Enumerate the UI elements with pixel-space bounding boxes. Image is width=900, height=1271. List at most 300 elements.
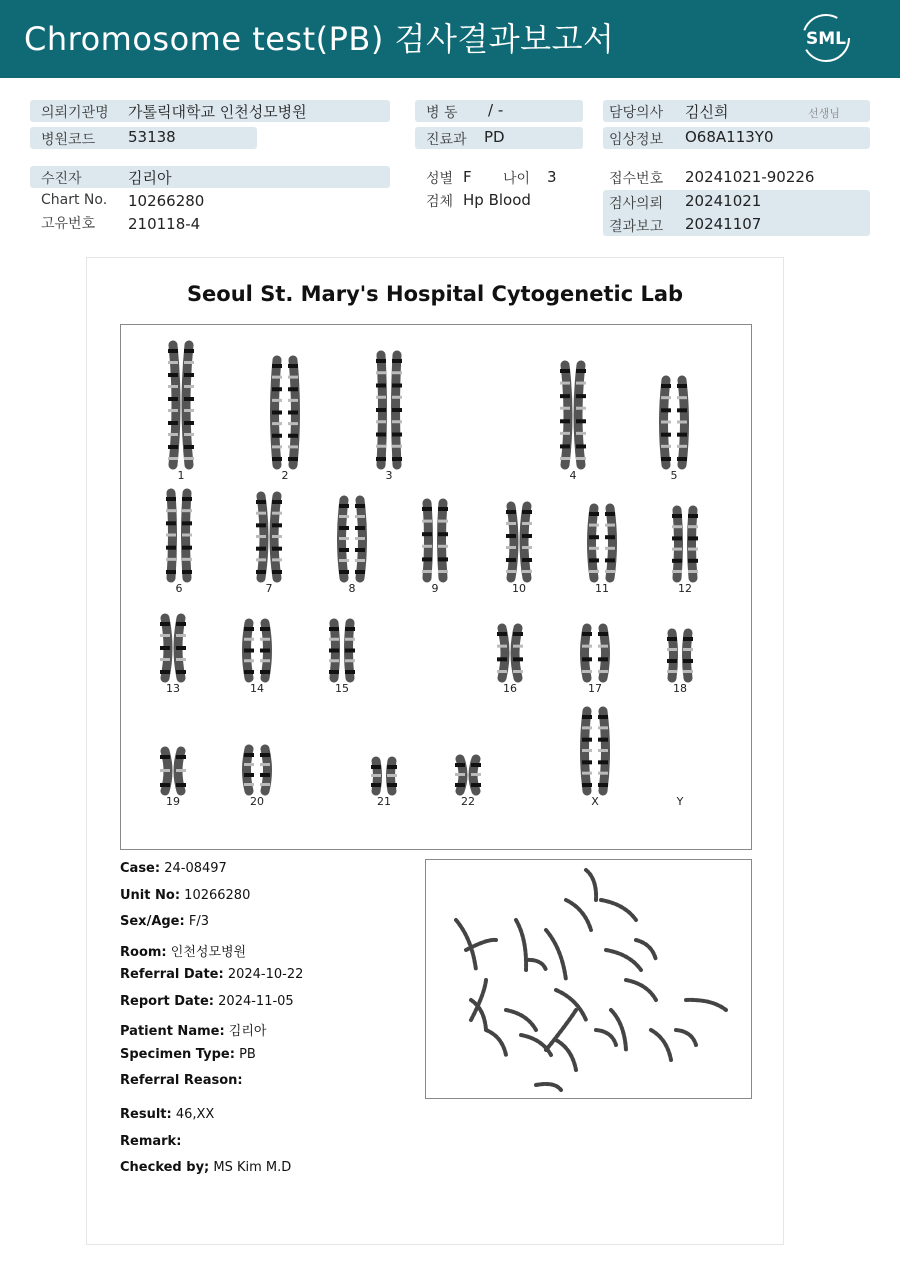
chromosome-band: [272, 570, 282, 574]
chromosome-band: [661, 396, 671, 399]
chromosome-band: [471, 773, 481, 776]
chromosome-band: [672, 525, 682, 528]
chromosome-band: [422, 545, 432, 548]
chromosome-band: [168, 457, 178, 460]
chromosome-band: [288, 445, 298, 448]
chromosome-number: 13: [166, 682, 180, 695]
chromosome-band: [471, 763, 481, 767]
report-field-label: Room:: [120, 945, 167, 960]
chromosome-band: [244, 659, 254, 662]
chromosome-band: [184, 373, 194, 377]
chromosome-band: [576, 369, 586, 373]
chromosome-band: [176, 769, 186, 772]
chromosome-band: [497, 657, 507, 661]
chromosome-band: [387, 765, 397, 769]
chromosome-band: [506, 546, 516, 549]
report-field-label: Referral Date:: [120, 967, 224, 982]
specimen-label: 검체: [426, 194, 454, 210]
unique-label: 고유번호: [41, 216, 96, 232]
chromosome-band: [438, 570, 448, 573]
chromosome-band: [166, 521, 176, 525]
metaphase-chromosome: [606, 950, 641, 970]
chromosome-band: [677, 457, 687, 461]
report-field-value: 2024-11-05: [218, 994, 294, 1009]
report-field-value: PB: [239, 1047, 256, 1062]
chromosome-band: [438, 545, 448, 548]
metaphase-chromosome: [601, 900, 636, 920]
chromosome-band: [576, 419, 586, 423]
chromosome-band: [589, 535, 599, 539]
chromosome-band: [168, 421, 178, 425]
chromosome-band: [598, 760, 608, 764]
chromosome-band: [244, 638, 254, 641]
report-field-label: Referral Reason:: [120, 1073, 243, 1088]
chromosome-band: [160, 755, 170, 759]
report-field-value: 46,XX: [175, 1107, 215, 1122]
chromosome-band: [260, 753, 270, 757]
chromosome-band: [376, 457, 386, 461]
chromosome-band: [672, 514, 682, 518]
chromosome-band: [506, 522, 516, 525]
doctor-value: 김신희: [685, 103, 729, 121]
chromosome-band: [182, 534, 192, 537]
metaphase-chromosome: [636, 940, 656, 960]
chromosome-band: [184, 433, 194, 436]
chromosome-shape: [578, 365, 581, 465]
chromosome-band: [166, 497, 176, 501]
chromosome-band: [598, 726, 608, 729]
chromosome-number: 22: [461, 795, 475, 808]
chromosome-band: [387, 783, 397, 787]
chromosome-band: [184, 397, 194, 401]
chromosome-band: [576, 444, 586, 448]
chromosome-band: [160, 670, 170, 674]
chromosome-band: [355, 537, 365, 540]
chromosome-band: [272, 558, 282, 561]
chromosome-band: [392, 457, 402, 461]
institution-label: 의뢰기관명: [41, 105, 109, 121]
chromosome-band: [522, 546, 532, 549]
chromosome-number: Y: [676, 795, 684, 808]
chromosome-band: [272, 422, 282, 425]
specimen-value: Hp Blood: [463, 191, 531, 209]
chromosome-band: [168, 445, 178, 449]
chromosome-band: [672, 559, 682, 563]
chromosome-band: [661, 457, 671, 461]
chromosome-band: [260, 627, 270, 631]
report-field-value: 인천성모병원: [170, 945, 247, 960]
header-bar: [0, 0, 900, 78]
ward-value: / -: [488, 101, 504, 119]
chromosome-band: [182, 509, 192, 512]
chromosome-band: [355, 570, 365, 574]
chromosome-band: [184, 361, 194, 364]
chromosome-band: [329, 627, 339, 631]
chromosome-band: [244, 627, 254, 631]
chromosome-band: [160, 646, 170, 650]
report-field: [120, 861, 227, 876]
chromosome-band: [392, 396, 402, 399]
metaphase-chromosome: [556, 1040, 576, 1070]
report-field-label: Report Date:: [120, 994, 215, 1009]
report-field: [120, 967, 303, 982]
chromosome-band: [589, 547, 599, 550]
report-field-value: 24-08497: [164, 861, 227, 876]
metaphase-chromosome: [546, 930, 566, 980]
metaphase-chromosome: [521, 1035, 551, 1055]
chromosome-band: [345, 649, 355, 653]
chromosome-band: [244, 649, 254, 653]
chromosome-band: [589, 512, 599, 516]
chromosome-band: [339, 548, 349, 552]
chromosome-band: [661, 408, 671, 412]
chromosome-number: 15: [335, 682, 349, 695]
chromosome-band: [182, 521, 192, 525]
report-field-label: Specimen Type:: [120, 1047, 235, 1062]
report-field-label: Sex/Age:: [120, 914, 185, 929]
chromosome-band: [168, 409, 178, 412]
chromosome-band: [667, 659, 677, 663]
chromosome-band: [683, 637, 693, 641]
chromosome-band: [168, 433, 178, 436]
report-field: [120, 1107, 214, 1122]
chromosome-band: [513, 670, 523, 673]
hospital-code-value: 53138: [128, 128, 176, 146]
doctor-label: 담당의사: [609, 105, 664, 121]
chromosome-band: [355, 559, 365, 562]
chromosome-band: [438, 532, 448, 536]
chromosome-band: [598, 657, 608, 661]
chromosome-band: [244, 763, 254, 766]
chromosome-band: [582, 645, 592, 648]
chromosome-band: [244, 773, 254, 777]
chromosome-band: [576, 457, 586, 460]
chromosome-band: [605, 535, 615, 539]
chromosome-number: 4: [569, 469, 577, 482]
chromosome-band: [688, 536, 698, 540]
metaphase-chromosome: [596, 1030, 616, 1045]
chromosome-band: [605, 524, 615, 527]
chromosome-band: [422, 507, 432, 511]
chromosome-shape: [592, 508, 595, 578]
metaphase-chromosome: [486, 1030, 506, 1055]
chromosome-band: [392, 408, 402, 412]
sml-logo: [800, 12, 852, 64]
chromosome-band: [345, 659, 355, 662]
chromosome-band: [272, 523, 282, 527]
chromosome-number: 17: [588, 682, 602, 695]
chromosome-band: [376, 384, 386, 388]
page-title: Chromosome test(PB) 검사결과보고서: [24, 20, 615, 58]
report-field: [120, 1020, 266, 1039]
chromosome-band: [598, 645, 608, 648]
chromosome-band: [582, 670, 592, 673]
chromosome-band: [339, 515, 349, 518]
chromosome-number: 18: [673, 682, 687, 695]
karyotype-report: [86, 257, 784, 1245]
chromosome-band: [160, 622, 170, 626]
chromosome-band: [329, 638, 339, 641]
chromosome-band: [355, 504, 365, 508]
chromosome-band: [576, 394, 586, 398]
chromosome-band: [683, 648, 693, 651]
chromosome-number: 16: [503, 682, 517, 695]
chromosome-band: [422, 570, 432, 573]
chromosome-band: [288, 457, 298, 461]
chromosome-band: [506, 510, 516, 514]
chromosome-band: [168, 385, 178, 388]
clinical-label: 임상정보: [609, 132, 664, 148]
chromosome-band: [184, 421, 194, 425]
chromosome-band: [355, 526, 365, 530]
report-field-label: Patient Name:: [120, 1024, 225, 1039]
chromosome-band: [160, 634, 170, 637]
chromosome-band: [339, 537, 349, 540]
chromosome-band: [256, 535, 266, 538]
chromosome-band: [256, 558, 266, 561]
chromosome-band: [560, 432, 570, 435]
chromosome-band: [422, 532, 432, 536]
chromosome-band: [355, 515, 365, 518]
chromosome-band: [661, 433, 671, 437]
metaphase-chromosome: [651, 1030, 671, 1060]
age-value: 3: [547, 168, 557, 186]
chromosome-band: [576, 407, 586, 410]
chromosome-number: 1: [177, 469, 185, 482]
chromosome-band: [677, 445, 687, 448]
metaphase-image: [426, 860, 751, 1098]
chromosome-band: [345, 627, 355, 631]
chromosome-number: 3: [385, 469, 393, 482]
chromosome-band: [522, 522, 532, 525]
chromosome-band: [260, 783, 270, 786]
chromosome-band: [677, 396, 687, 399]
chart-label: Chart No.: [41, 192, 108, 208]
sex-label: 성별: [426, 171, 454, 187]
chromosome-band: [168, 349, 178, 353]
chromosome-band: [560, 419, 570, 423]
clinical-value: O68A113Y0: [685, 128, 774, 146]
chromosome-band: [272, 445, 282, 448]
chromosome-band: [288, 399, 298, 402]
metaphase-chromosome: [536, 1084, 561, 1090]
chromosome-band: [672, 570, 682, 573]
metaphase-panel: [425, 859, 752, 1099]
chromosome-band: [438, 520, 448, 523]
chromosome-band: [497, 670, 507, 673]
logo-text: SML: [806, 29, 846, 49]
report-title: Seoul St. Mary's Hospital Cytogenetic Lab: [186, 282, 684, 306]
chromosome-number: 2: [281, 469, 289, 482]
chromosome-band: [661, 384, 671, 388]
result-date-value: 20241107: [685, 215, 762, 233]
chromosome-band: [506, 570, 516, 573]
report-field-label: Result:: [120, 1107, 172, 1122]
chromosome-band: [661, 421, 671, 424]
chromosome-band: [260, 773, 270, 777]
report-field-value: 10266280: [184, 888, 251, 903]
report-field: [120, 888, 250, 903]
chromosome-band: [582, 760, 592, 764]
chromosome-band: [339, 504, 349, 508]
chromosome-band: [329, 659, 339, 662]
report-field-value: 김리아: [228, 1024, 267, 1039]
chromosome-band: [256, 512, 266, 515]
chromosome-band: [688, 559, 698, 563]
sex-value: F: [463, 168, 472, 186]
chromosome-band: [392, 384, 402, 388]
chromosome-band: [438, 507, 448, 511]
chromosome-band: [522, 534, 532, 538]
chromosome-band: [506, 558, 516, 562]
chromosome-band: [160, 769, 170, 772]
result-date-label: 결과보고: [609, 219, 664, 235]
hospital-code-label: 병원코드: [41, 132, 96, 148]
chromosome-band: [438, 557, 448, 561]
chromosome-band: [672, 536, 682, 540]
chromosome-band: [589, 558, 599, 562]
chromosome-band: [589, 524, 599, 527]
chromosome-band: [560, 382, 570, 385]
metaphase-chromosome: [686, 1000, 726, 1010]
chromosome-band: [182, 546, 192, 550]
chromosome-band: [160, 658, 170, 661]
receipt-label: 접수번호: [609, 171, 664, 187]
report-field-value: F/3: [188, 914, 209, 929]
chromosome-band: [256, 570, 266, 574]
chromosome-band: [513, 657, 523, 661]
chromosome-band: [355, 548, 365, 552]
chromosome-band: [272, 376, 282, 379]
chromosome-band: [244, 670, 254, 674]
chromosome-band: [376, 408, 386, 412]
chromosome-band: [497, 645, 507, 648]
chromosome-number: 8: [348, 582, 356, 595]
chromosome-band: [560, 407, 570, 410]
chromosome-band: [497, 632, 507, 636]
karyogram-image: [121, 325, 753, 851]
chromosome-band: [513, 645, 523, 648]
chromosome-band: [166, 534, 176, 537]
report-field: [120, 1073, 243, 1088]
chromosome-band: [598, 772, 608, 775]
report-field-value: 2024-10-22: [227, 967, 304, 982]
report-field-label: Case:: [120, 861, 161, 876]
chromosome-band: [605, 558, 615, 562]
chromosome-band: [272, 434, 282, 438]
chromosome-band: [168, 361, 178, 364]
report-field-label: Unit No:: [120, 888, 181, 903]
chromosome-shape: [677, 510, 679, 578]
patient-pill: [30, 166, 390, 188]
chromosome-band: [688, 548, 698, 551]
chromosome-band: [387, 774, 397, 777]
chromosome-band: [272, 512, 282, 515]
chromosome-band: [168, 397, 178, 401]
chromosome-band: [184, 349, 194, 353]
dept-label: 진료과: [426, 132, 467, 148]
chromosome-band: [288, 376, 298, 379]
chromosome-band: [339, 559, 349, 562]
chromosome-band: [166, 558, 176, 561]
chromosome-band: [339, 570, 349, 574]
chromosome-band: [166, 570, 176, 574]
chromosome-band: [455, 783, 465, 787]
chromosome-band: [371, 783, 381, 787]
chromosome-number: 6: [175, 582, 183, 595]
chromosome-band: [345, 670, 355, 674]
chromosome-band: [576, 382, 586, 385]
chromosome-band: [256, 547, 266, 551]
chromosome-band: [661, 445, 671, 448]
chromosome-band: [260, 763, 270, 766]
report-field: [120, 941, 246, 960]
report-field: [120, 914, 209, 929]
chromosome-band: [371, 774, 381, 777]
request-value: 20241021: [685, 192, 762, 210]
chromosome-band: [260, 670, 270, 674]
chromosome-band: [339, 526, 349, 530]
chromosome-band: [160, 783, 170, 787]
chromosome-band: [376, 359, 386, 363]
chromosome-number: 11: [595, 582, 609, 595]
chart-value: 10266280: [128, 192, 205, 210]
chromosome-band: [329, 670, 339, 674]
chromosome-band: [392, 359, 402, 363]
chromosome-band: [522, 510, 532, 514]
chromosome-band: [582, 657, 592, 661]
chromosome-band: [176, 634, 186, 637]
chromosome-band: [345, 638, 355, 641]
chromosome-band: [184, 409, 194, 412]
chromosome-band: [272, 547, 282, 551]
chromosome-band: [422, 557, 432, 561]
chromosome-band: [176, 670, 186, 674]
metaphase-chromosome: [586, 870, 596, 900]
chromosome-band: [422, 520, 432, 523]
doctor-suffix: 선생님: [808, 107, 840, 120]
chromosome-band: [244, 783, 254, 786]
chromosome-number: 9: [431, 582, 439, 595]
chromosome-band: [683, 670, 693, 673]
chromosome-number: 5: [670, 469, 678, 482]
chromosome-band: [598, 715, 608, 719]
chromosome-band: [582, 726, 592, 729]
chromosome-band: [184, 445, 194, 449]
dept-value: PD: [484, 128, 505, 146]
chromosome-band: [256, 500, 266, 504]
chromosome-band: [272, 399, 282, 402]
chromosome-band: [182, 497, 192, 501]
chromosome-band: [288, 387, 298, 391]
chromosome-shape: [511, 506, 514, 578]
chromosome-band: [272, 411, 282, 415]
chromosome-band: [184, 457, 194, 460]
chromosome-band: [176, 658, 186, 661]
chromosome-band: [598, 738, 608, 742]
chromosome-number: 10: [512, 582, 526, 595]
chromosome-band: [560, 457, 570, 460]
chromosome-shape: [692, 510, 694, 578]
metaphase-chromosome: [526, 960, 546, 970]
chromosome-shape: [565, 365, 568, 465]
chromosome-band: [256, 523, 266, 527]
patient-label: 수진자: [41, 171, 82, 187]
chromosome-band: [667, 670, 677, 673]
chromosome-band: [376, 433, 386, 437]
chromosome-shape: [442, 503, 444, 578]
karyogram-panel: [120, 324, 752, 850]
